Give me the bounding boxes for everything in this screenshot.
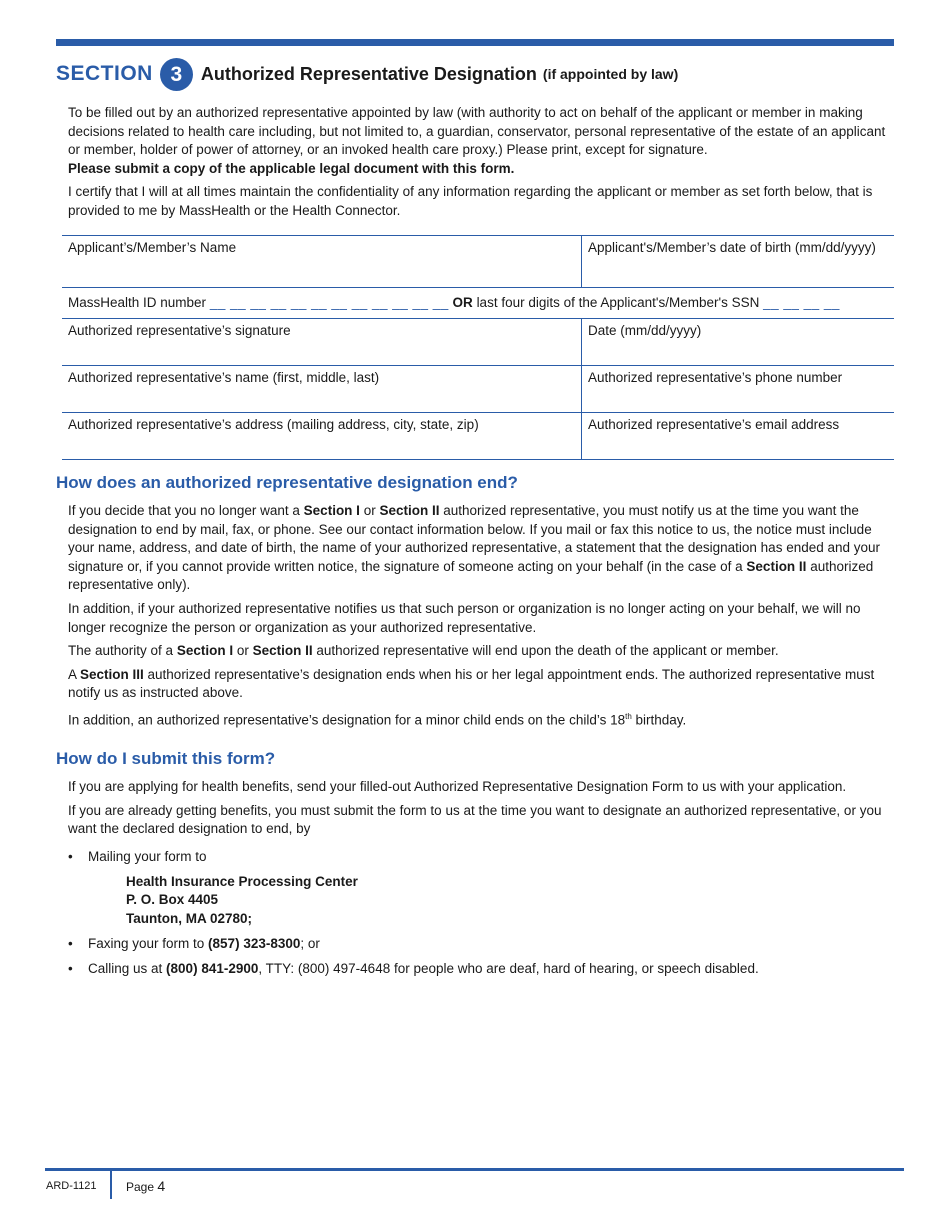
rep-address-field[interactable]: Authorized representative’s address (mailing address, city, state, zip) <box>62 413 582 459</box>
date-field[interactable]: Date (mm/dd/yyyy) <box>588 323 702 338</box>
fax-method: Faxing your form to (857) 323-8300; or <box>88 936 320 952</box>
form-row <box>62 236 894 288</box>
rep-name-field[interactable]: Authorized representative’s name (first, middle, last) <box>62 366 582 412</box>
list-item: • Faxing your form to (857) 323-8300; or <box>68 935 893 954</box>
end-paragraph-3: The authority of a Section I or Section II authorized representative will end upon the death of the applicant or member. <box>68 643 779 659</box>
mail-method: Mailing your form to <box>88 849 207 864</box>
section-header <box>56 56 906 92</box>
ssn-blanks[interactable]: __ __ __ __ <box>763 295 840 310</box>
end-designation-body <box>68 502 893 735</box>
end-paragraph-5: In addition, an authorized representative’s designation for a minor child ends on the child’s 18th birthday. <box>68 711 687 728</box>
end-paragraph-4: A Section III authorized representative’s designation ends when his or her legal appointment ends. The authorized representative must notify us as instructed above. <box>68 666 875 701</box>
submit-paragraph-2: If you are already getting benefits, you must submit the form to us at the time you want to designate an authorized representative, or you want the declared designation to end, by <box>68 802 882 837</box>
applicant-name-field[interactable]: Applicant’s/Member’s Name <box>62 236 582 287</box>
submit-form-body <box>68 778 893 844</box>
form-row <box>62 366 894 413</box>
end-designation-heading: How does an authorized representative designation end? <box>56 473 518 492</box>
intro-text <box>68 104 893 226</box>
form-row <box>62 413 894 460</box>
end-paragraph-1: If you decide that you no longer want a Section I or Section II authorized representative, you must notify us at the time you want the designation to end by mail, fax, or phone. See our contact information below. If you mail or fax this notice to us, the notice must include your name, address, and date of birth, the name of your authorized representative, a statement that the designation has ended and your signature or, if you cannot provide written notice, the signature of someone acting on your behalf (in the case of a Section II authorized representative only). <box>68 503 881 593</box>
list-item: • Calling us at (800) 841-2900, TTY: (800) 497-4648 for people who are deaf, hard of hearing, or speech disabled. <box>68 960 893 979</box>
fax-number: (857) 323-8300 <box>208 936 301 952</box>
mailing-address: Health Insurance Processing Center P. O. Box 4405 Taunton, MA 02780; <box>126 873 358 926</box>
form-code: ARD-1121 <box>46 1180 97 1192</box>
submit-form-heading: How do I submit this form? <box>56 749 276 768</box>
intro-paragraph: To be filled out by an authorized representative appointed by law (with authority to act on behalf of the applicant or member in making decisions related to health care including, but not limited to, a guardian, conservator, personal representative of the estate of an applicant or member, holder of power of attorney, or an invoked health care proxy.) Please print, except for signature. Please submit a copy of the applicable legal document with this form. <box>68 105 886 176</box>
submit-paragraph-1: If you are applying for health benefits, send your filled-out Authorized Representative Designation Form to us with your application. <box>68 779 847 794</box>
end-paragraph-2: In addition, if your authorized representative notifies us that such person or organization is no longer acting on your behalf, we will no longer recognize the person or organization as your authorized representative. <box>68 600 861 635</box>
certify-paragraph: I certify that I will at all times maintain the confidentiality of any information regarding the applicant or member as set forth below, that is provided to me by MassHealth or the Health Connector. <box>68 184 873 218</box>
top-rule <box>56 39 894 46</box>
intro-bold-instruction: Please submit a copy of the applicable legal document with this form. <box>68 160 515 176</box>
rep-phone-field[interactable]: Authorized representative’s phone number <box>588 370 843 385</box>
phone-method: Calling us at (800) 841-2900, TTY: (800) 497-4648 for people who are deaf, hard of hearing, or speech disabled. <box>88 960 759 976</box>
rep-email-field[interactable]: Authorized representative’s email address <box>588 417 840 432</box>
section-word: SECTION <box>56 62 153 85</box>
footer-divider <box>110 1170 112 1199</box>
applicant-dob-field[interactable]: Applicant's/Member’s date of birth (mm/dd/yyyy) <box>588 240 876 255</box>
phone-number: (800) 841-2900 <box>166 960 259 976</box>
section-number-badge: 3 <box>160 58 193 91</box>
representative-form-table <box>62 235 894 460</box>
rep-signature-field[interactable]: Authorized representative’s signature <box>62 319 582 365</box>
list-item: • Mailing your form to <box>68 848 893 867</box>
page-number: Page 4 <box>126 1178 166 1194</box>
section-title: Authorized Representative Designation <box>200 63 537 84</box>
id-ssn-field[interactable]: MassHealth ID number __ __ __ __ __ __ __ __ __ __ __ __ OR last four digits of the Applicant's/Member's SSN __ __ __ __ <box>68 295 840 310</box>
submission-methods-list <box>68 848 893 985</box>
masshealth-id-blanks[interactable]: __ __ __ __ __ __ __ __ __ __ __ __ <box>209 295 449 310</box>
form-row <box>62 319 894 366</box>
section-note: (if appointed by law) <box>542 66 679 82</box>
footer-rule <box>45 1168 904 1171</box>
form-row <box>62 288 894 319</box>
